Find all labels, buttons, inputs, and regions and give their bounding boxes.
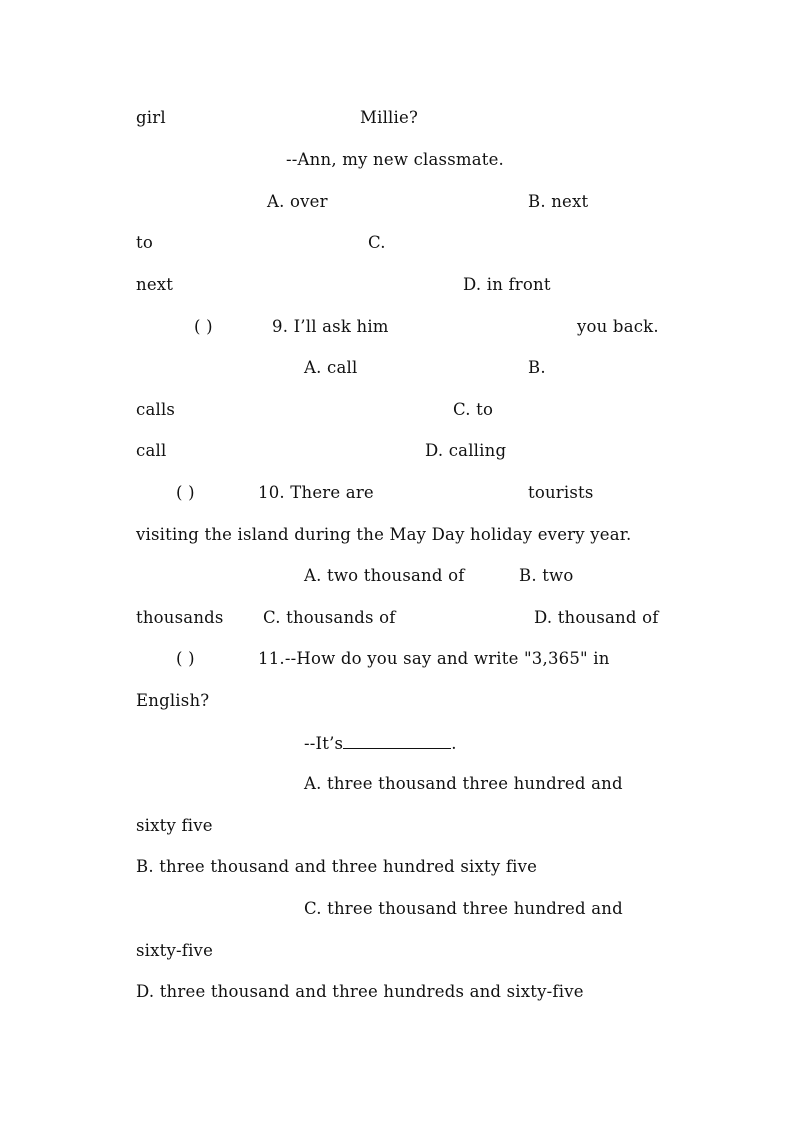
- answer-blank: [343, 733, 451, 749]
- q10-option-a: A. two thousand of: [304, 566, 465, 585]
- q10-option-c: C. thousands of: [263, 608, 396, 627]
- q8-option-b-cont: to: [136, 233, 153, 252]
- q8-option-d: D. in front: [463, 275, 551, 294]
- q10-stem-tail: tourists: [528, 483, 594, 502]
- q9-stem-tail: you back.: [577, 317, 659, 336]
- answer-ann: --Ann, my new classmate.: [286, 150, 504, 169]
- q11-option-d: D. three thousand and three hundreds and sixty-five: [136, 982, 584, 1001]
- q10-option-b-cont: thousands: [136, 608, 224, 627]
- q10-option-d: D. thousand of: [534, 608, 659, 627]
- q8-option-c: C.: [368, 233, 386, 252]
- q10-stem-cont: visiting the island during the May Day holiday every year.: [136, 525, 632, 544]
- q8-option-c-cont: next: [136, 275, 174, 294]
- q11-stem-cont: English?: [136, 691, 210, 710]
- q9-option-d: D. calling: [425, 441, 507, 460]
- q11-option-b: B. three thousand and three hundred sixty five: [136, 857, 538, 876]
- q9-option-b-cont: calls: [136, 400, 176, 419]
- q8-option-a: A. over: [267, 192, 328, 211]
- q11-response-text: --It’s: [304, 734, 344, 753]
- q11-option-c: C. three thousand three hundred and: [304, 899, 623, 918]
- q11-response-period: .: [451, 734, 457, 753]
- q8-option-b: B. next: [528, 192, 589, 211]
- q11-answer-parens: ( ): [176, 649, 195, 668]
- q9-option-b: B.: [528, 358, 546, 377]
- q11-option-a: A. three thousand three hundred and: [304, 774, 623, 793]
- q9-answer-parens: ( ): [194, 317, 213, 336]
- q9-option-c-cont: call: [136, 441, 167, 460]
- q10-option-b: B. two: [519, 566, 574, 585]
- q11-response: [304, 733, 457, 754]
- line-girl: girl: [136, 108, 166, 127]
- line-millie: Millie?: [360, 108, 419, 127]
- q11-option-c-cont: sixty-five: [136, 941, 214, 960]
- q11-option-a-cont: sixty five: [136, 816, 213, 835]
- q9-option-c: C. to: [453, 400, 494, 419]
- q9-option-a: A. call: [304, 358, 358, 377]
- q10-stem: 10. There are: [258, 483, 374, 502]
- q10-answer-parens: ( ): [176, 483, 195, 502]
- q11-stem: 11.--How do you say and write "3,365" in: [258, 649, 610, 668]
- q9-stem: 9. I’ll ask him: [272, 317, 389, 336]
